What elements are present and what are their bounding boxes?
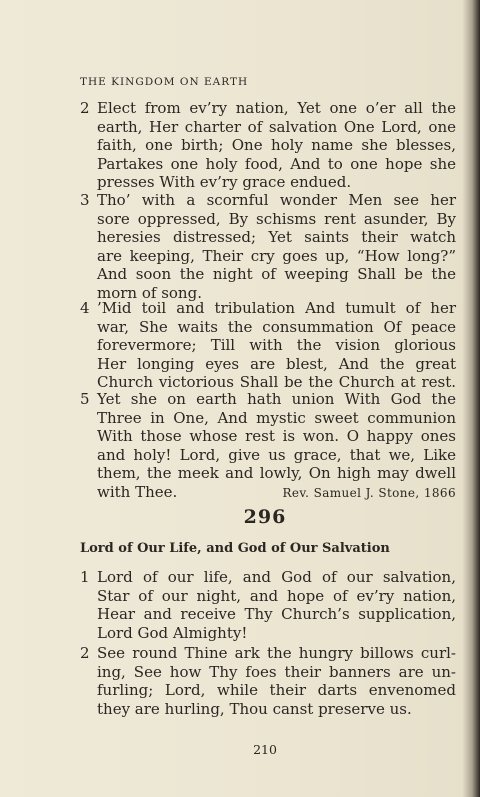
stanza-line: sore oppressed, By schisms rent asunder, By [97,209,456,228]
stanza-line: they are hurling, Thou canst preserve us. [97,699,412,718]
stanza-line: Her longing eyes are blest, And the great [97,354,456,373]
stanza-4 [80,299,456,392]
stanza-line: Church victorious Shall be the Church at rest. [97,373,456,392]
author-attribution: Rev. Samuel J. Stone, 1866 [282,485,456,500]
stanza-last-line-row [80,483,456,503]
stanza-line: Three in One, And mystic sweet communion [97,408,456,427]
stanza-line: morn of song. [97,283,202,302]
stanza-number: 2 [80,99,90,117]
hymn-title: Lord of Our Life, and God of Our Salvation [80,541,390,556]
stanza-line: See round Thine ark the hungry billows curl- [97,644,456,662]
hymn-stanza-2 [80,644,456,718]
stanza-5 [80,390,456,503]
stanza-line: ing, See how Thy foes their banners are un- [97,662,456,681]
stanza-line: Star of our night, and hope of ev’ry nation, [97,586,456,605]
stanza-line: Partakes one holy food, And to one hope she [97,154,456,173]
stanza-line: forevermore; Till with the vision glorious [97,336,456,355]
stanza-number: 5 [80,390,90,408]
stanza-line: Lord of our life, and God of our salvation, [97,568,456,586]
stanza-line: Tho’ with a scornful wonder Men see her [97,191,456,209]
stanza-line: Yet she on earth hath union With God the [97,390,456,408]
stanza-line: faith, one birth; One holy name she blesses, [97,136,456,155]
stanza-2 [80,99,456,192]
stanza-line: earth, Her charter of salvation One Lord, one [97,117,456,136]
hymn-stanza-1 [80,568,456,642]
stanza-line: With those whose rest is won. O happy ones [97,427,456,446]
stanza-line: And soon the night of weeping Shall be the [97,265,456,284]
stanza-number: 2 [80,644,90,662]
stanza-line: war, She waits the consummation Of peace [97,317,456,336]
stanza-number: 1 [80,568,90,586]
stanza-line: Lord God Almighty! [97,623,248,642]
stanza-line: with Thee. [97,482,178,501]
stanza-line: are keeping, Their cry goes up, “How long?” [97,246,456,265]
hymn-number: 296 [243,506,287,528]
stanza-3 [80,191,456,303]
running-head: THE KINGDOM ON EARTH [80,76,249,88]
page-number: 210 [253,742,277,757]
stanza-number: 3 [80,191,90,209]
stanza-line: presses With ev’ry grace endued. [97,173,352,192]
stanza-line: Elect from ev’ry nation, Yet one o’er all the [97,99,456,117]
stanza-line: ’Mid toil and tribulation And tumult of her [97,299,456,317]
stanza-number: 4 [80,299,90,317]
stanza-line: furling; Lord, while their darts envenomed [97,681,456,700]
stanza-line: heresies distressed; Yet saints their watch [97,228,456,247]
stanza-line: Hear and receive Thy Church’s supplication, [97,605,456,624]
stanza-line: and holy! Lord, give us grace, that we, Like [97,445,456,464]
stanza-line: them, the meek and lowly, On high may dwell [97,464,456,483]
